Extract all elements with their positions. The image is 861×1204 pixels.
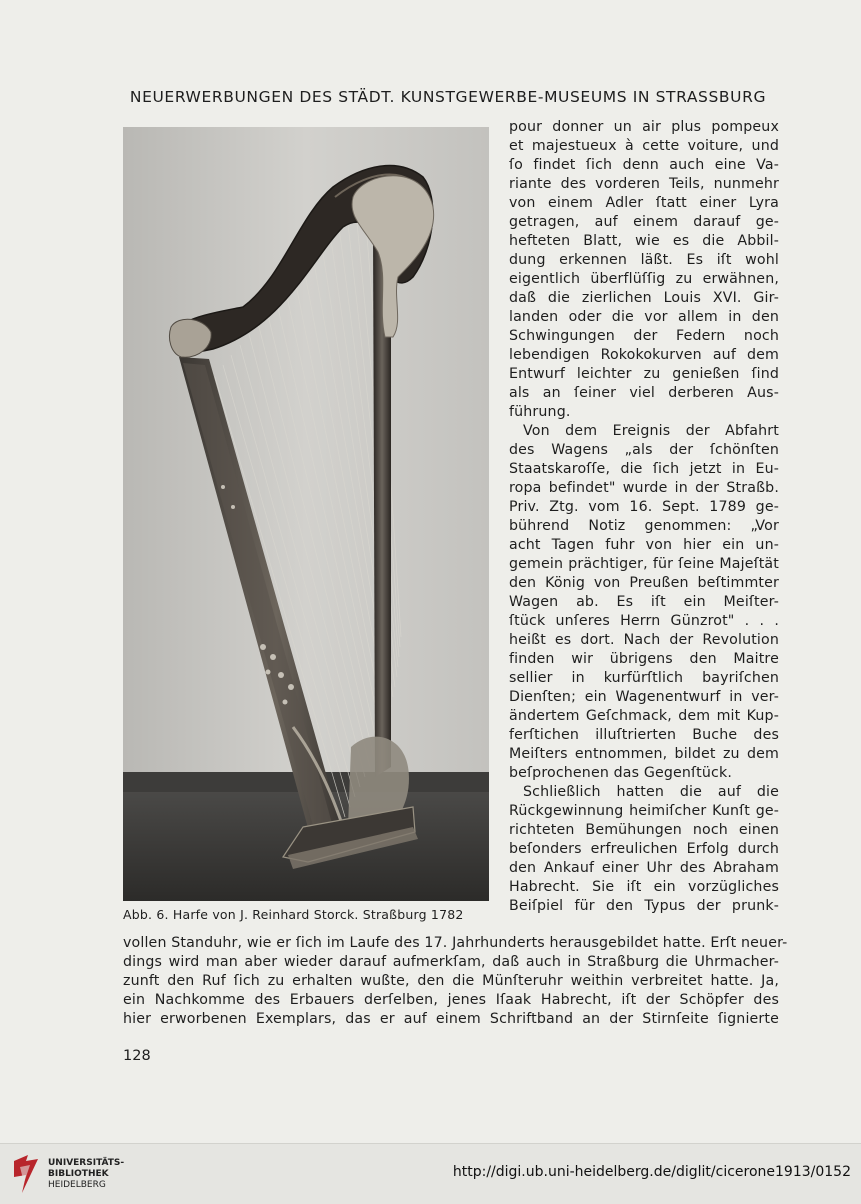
text-line: hefteten Blatt, wie es die Abbil- xyxy=(509,233,779,249)
text-line: richteten Bemühungen noch einen xyxy=(509,822,779,838)
text-line: führung. xyxy=(509,404,571,420)
text-line: Habrecht. Sie iſt ein vorzügliches xyxy=(509,879,779,895)
text-line: pour donner un air plus pompeux xyxy=(509,119,779,135)
text-line: Von dem Ereignis der Abfahrt xyxy=(523,423,779,439)
text-line: hier erworbenen Exemplars, das er auf einem Schriftband an der Stirnſeite ſignierte xyxy=(123,1011,779,1027)
running-title: NEUERWERBUNGEN DES STÄDT. KUNSTGEWERBE-MUSEUMS IN STRASSBURG xyxy=(129,88,767,106)
text-line: daß die zierlichen Louis XVI. Gir- xyxy=(509,290,779,306)
text-line: ändertem Geſchmack, dem mit Kup- xyxy=(509,708,779,724)
text-line: von einem Adler ſtatt einer Lyra xyxy=(509,195,779,211)
viewer-footer xyxy=(0,1143,861,1204)
text-line: riante des vorderen Teils, nunmehr xyxy=(509,176,779,192)
text-line: Entwurf leichter zu genießen ſind xyxy=(509,366,779,382)
text-line: ein Nachkomme des Erbauers derſelben, jenes Iſaak Habrecht, iſt der Schöpfer des xyxy=(123,992,779,1008)
figure-caption: Abb. 6. Harfe von J. Reinhard Storck. Straßburg 1782 xyxy=(123,907,464,922)
text-line: sellier in kurfürſtlich bayriſchen xyxy=(509,670,779,686)
text-line: finden wir übrigens den Maitre xyxy=(509,651,779,667)
right-column-text xyxy=(509,118,779,916)
text-line: den Ankauf einer Uhr des Abraham xyxy=(509,860,779,876)
page-number: 128 xyxy=(123,1048,151,1064)
text-line: bührend Notiz genommen: „Vor xyxy=(509,518,779,534)
harp-photograph xyxy=(123,127,489,901)
text-line: et majestueux à cette voiture, und xyxy=(509,138,779,154)
text-line: lebendigen Rokokokurven auf dem xyxy=(509,347,779,363)
text-line: landen oder die vor allem in den xyxy=(509,309,779,325)
text-line: Meiſters entnommen, bildet zu dem xyxy=(509,746,779,762)
library-logo-icon xyxy=(10,1153,42,1195)
text-line: den König von Preußen beſtimmter xyxy=(509,575,779,591)
text-line: Beiſpiel für den Typus der prunk- xyxy=(509,898,779,914)
text-line: zunft den Ruf ſich zu erhalten wußte, den die Münſteruhr weithin verbreitet hatte. Ja, xyxy=(123,973,779,989)
text-line: beſprochenen das Gegenſtück. xyxy=(509,765,733,781)
text-line: eigentlich überflüſſig zu erwähnen, xyxy=(509,271,779,287)
text-line: gemein prächtiger, für ſeine Majeſtät xyxy=(509,556,779,572)
text-line: Priv. Ztg. vom 16. Sept. 1789 ge- xyxy=(509,499,779,515)
text-line: ſo findet ſich denn auch eine Va- xyxy=(509,157,779,173)
library-name-line: UNIVERSITÄTS- xyxy=(48,1158,125,1168)
text-line: Schwingungen der Federn noch xyxy=(509,328,779,344)
text-line: Dienſten; ein Wagenentwurf in ver- xyxy=(509,689,779,705)
text-line: ſtück unſeres Herrn Günzrot" . . . xyxy=(509,613,779,629)
text-line: des Wagens „als der ſchönſten xyxy=(509,442,779,458)
source-url-link[interactable]: http://digi.ub.uni-heidelberg.de/diglit/cicerone1913/0152 xyxy=(452,1164,851,1180)
text-line: Rückgewinnung heimiſcher Kunſt ge- xyxy=(509,803,779,819)
library-name-line: HEIDELBERG xyxy=(48,1180,106,1190)
text-line: vollen Standuhr, wie er ſich im Laufe des 17. Jahrhunderts herausgebildet hatte. Erſt neuer- xyxy=(123,935,788,951)
text-line: dung erkennen läßt. Es iſt wohl xyxy=(509,252,779,268)
text-line: heißt es dort. Nach der Revolution xyxy=(509,632,779,648)
full-width-text xyxy=(123,934,788,1029)
library-name xyxy=(48,1158,124,1191)
text-line: Wagen ab. Es iſt ein Meiſter- xyxy=(509,594,779,610)
text-line: getragen, auf einem darauf ge- xyxy=(509,214,779,230)
text-line: Schließlich hatten die auf die xyxy=(523,784,779,800)
text-line: acht Tagen fuhr von hier ein un- xyxy=(509,537,779,553)
library-name-line: BIBLIOTHEK xyxy=(48,1169,109,1179)
text-line: ferſtichen illuſtrierten Buche des xyxy=(509,727,779,743)
text-line: Staatskaroſſe, die ſich jetzt in Eu- xyxy=(509,461,779,477)
harp-illustration xyxy=(123,127,489,901)
text-line: beſonders erfreulichen Erfolg durch xyxy=(509,841,779,857)
text-line: dings wird man aber wieder darauf aufmerkſam, daß auch in Straßburg die Uhrmacher- xyxy=(123,954,779,970)
text-line: ropa befindet" wurde in der Straßb. xyxy=(509,480,779,496)
text-line: als an ſeiner viel derberen Aus- xyxy=(509,385,779,401)
